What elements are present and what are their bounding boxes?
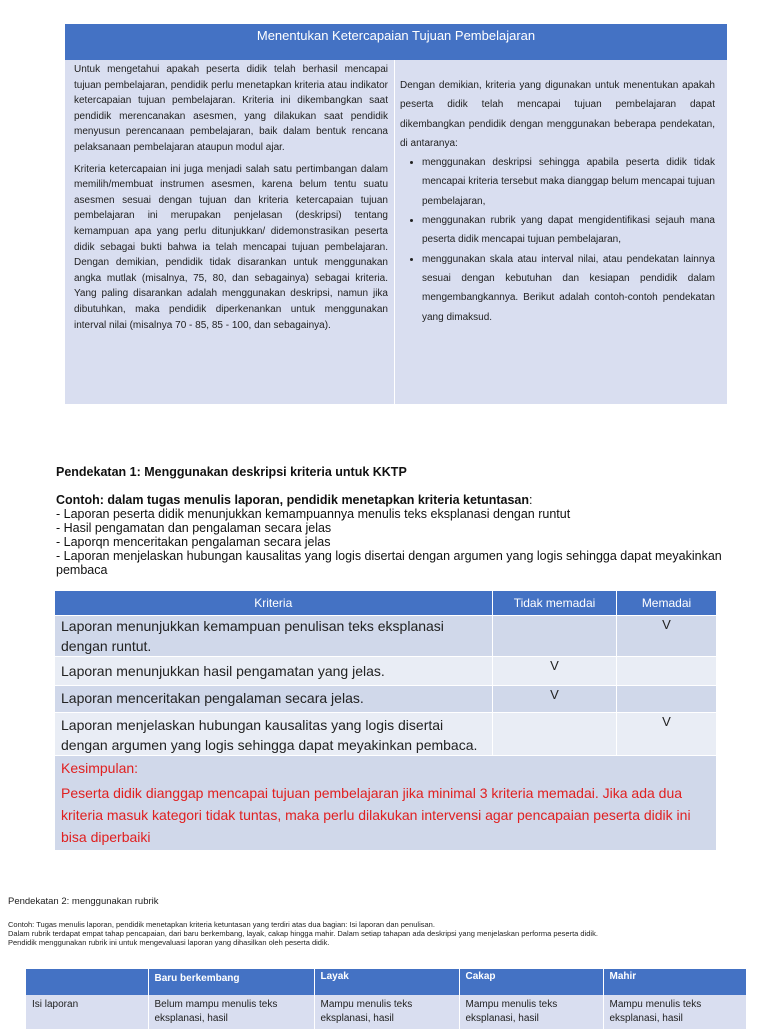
approach1-item: - Laporan menjelaskan hubungan kausalitas yang logis disertai dengan argumen yang logis sehingga dapat meyakinkan pembaca [56,549,722,577]
criteria-table [54,591,717,851]
approach-list-item: • menggunakan deskripsi sehingga apabila peserta didik tidak mencapai kriteria tersebut maka dianggap belum mencapai tujuan pembelajaran, [422,153,715,211]
intro-paragraph: Kriteria ketercapaian ini juga menjadi salah satu pertimbangan dalam memilih/membuat instrumen asesmen, karena belum tentu suatu asesmen sesuai dengan tujuan dan kriteria ketercapaian tujuan pembelajaran ini merupakan penjelasan (deskripsi) tentang kemampuan apa yang perlu ditunjukkan/ didemonstrasikan peserta didik sebagai bukti bahwa ia telah mencapai tujuan pembelajaran. Dengan demikian, pendidik tidak disarankan untuk menggunakan angka mutlak (misalnya, 75, 80, dan sebagainya) sebagai kriteria. Yang paling disarankan adalah menggunakan deskripsi, namun jika dibutuhkan, maka pendidik diperkenankan untuk menggunakan interval nilai (misalnya 70 - 85, 85 - 100, dan sebagainya). [74,163,388,331]
approach2-desc-line: Contoh: Tugas menulis laporan, pendidik menetapkan kriteria ketuntasan yang terdiri atas dua bagian: Isi laporan dan penulisan. [8,920,435,929]
criteria-cell: Laporan menunjukkan hasil pengamatan yang jelas. [55,657,493,686]
criteria-cell: Laporan menunjukkan kemampuan penulisan teks eksplanasi dengan runtut. [55,616,493,657]
rubric-row-label: Isi laporan [26,995,148,1029]
rubric-col-header-cakap: Cakap [459,969,603,995]
memadai-cell: V [617,616,717,657]
approach1-item: - Laporan peserta didik menunjukkan kemampuannya menulis teks eksplanasi dengan runtut [56,507,571,521]
rubric-col-header-layak: Layak [314,969,459,995]
approach2-title: Pendekatan 2: menggunakan rubrik [8,896,159,907]
rubric-table [26,969,747,1029]
rubric-cell: Belum mampu menulis teks eksplanasi, hasil [148,995,314,1029]
approach-list-item: • menggunakan skala atau interval nilai, atau pendekatan lainnya sesuai dengan kebutuhan dan kesiapan pendidik dalam mengembangkannya. Berikut adalah contoh-contoh pendekatan yang dimaksud. [422,250,715,327]
table-row [55,616,717,657]
table-row [55,686,717,713]
rubric-col-header-mahir: Mahir [603,969,746,995]
col-header-memadai: Memadai [617,591,717,616]
conclusion-label: Kesimpulan: [61,760,139,776]
approach1-item: - Hasil pengamatan dan pengalaman secara jelas [56,521,332,535]
intro-box-title: Menentukan Ketercapaian Tujuan Pembelajaran [65,24,727,60]
rubric-cell: Mampu menulis teks eksplanasi, hasil [603,995,746,1029]
conclusion-text: Peserta didik dianggap mencapai tujuan pembelajaran jika minimal 3 kriteria memadai. Jika ada dua kriteria masuk kategori tidak tuntas, maka perlu dilakukan intervensi agar pencapaian peserta didik ini bisa diperbaiki [61,785,691,845]
rubric-col-header-baru-berkembang: Baru berkembang [148,969,314,995]
memadai-cell [617,686,717,713]
table-row [55,713,717,756]
tidak-memadai-cell: V [493,686,617,713]
approach1-title: Pendekatan 1: Menggunakan deskripsi kriteria untuk KKTP [56,465,407,479]
approach1-example-colon: : [529,493,533,507]
tidak-memadai-cell [493,713,617,756]
rubric-col-header-empty [26,969,148,995]
table-row [55,657,717,686]
intro-box-body [65,60,727,404]
approach2-desc-line: Pendidik menggunakan rubrik ini untuk mengevaluasi laporan yang dihasilkan oleh peserta didik. [8,937,330,947]
approach-list [400,153,715,327]
intro-right-column [395,60,727,404]
conclusion-row [55,756,717,851]
approach2-desc-line: Dalam rubrik terdapat empat tahap pencapaian, dari baru berkembang, layak, cakap hingga mahir. Dalam setiap tahapan ada deskripsi yang menjelaskan performa peserta didik. [8,928,598,938]
rubric-cell: Mampu menulis teks eksplanasi, hasil [459,995,603,1029]
col-header-tidak-memadai: Tidak memadai [493,591,617,616]
criteria-cell: Laporan menceritakan pengalaman secara jelas. [55,686,493,713]
rubric-header-row [26,969,746,995]
col-header-kriteria: Kriteria [55,591,493,616]
intro-box [65,24,727,404]
intro-left-column [65,60,395,404]
tidak-memadai-cell: V [493,657,617,686]
memadai-cell: V [617,713,717,756]
criteria-header-row [55,591,717,616]
approach1-example [56,493,724,507]
approach1-example-label: Contoh: dalam tugas menulis laporan, pendidik menetapkan kriteria ketuntasan [56,493,530,507]
approach-list-item: • menggunakan rubrik yang dapat mengidentifikasi sejauh mana peserta didik mencapai tujuan pembelajaran, [422,211,715,250]
memadai-cell [617,657,717,686]
approach2-section [8,896,760,947]
criteria-cell: Laporan menjelaskan hubungan kausalitas yang logis disertai dengan argumen yang logis sehingga dapat meyakinkan pembaca. [55,713,493,756]
intro-right-text: Dengan demikian, kriteria yang digunakan untuk menentukan apakah peserta didik telah mencapai tujuan pembelajaran dapat dikembangkan pendidik dengan menggunakan beberapa pendekatan, di antaranya: [400,80,715,149]
approach1-item: - Laporqn menceritakan pengalaman secara jelas [56,535,331,549]
approach1-section [56,465,724,577]
rubric-cell: Mampu menulis teks eksplanasi, hasil [314,995,459,1029]
conclusion-cell [55,756,717,851]
tidak-memadai-cell [493,616,617,657]
intro-paragraph: Untuk mengetahui apakah peserta didik telah berhasil mencapai tujuan pembelajaran, pendidik perlu menetapkan kriteria atau indikator ketercapaian tujuan pembelajaran. Kriteria ini dikembangkan saat pendidik merencanakan asesmen, yang dilakukan saat pendidik menyusun perencanaan pembelajaran, baik dalam bentuk rencana pelaksanaan pembelajaran ataupun modul ajar. [74,64,388,153]
